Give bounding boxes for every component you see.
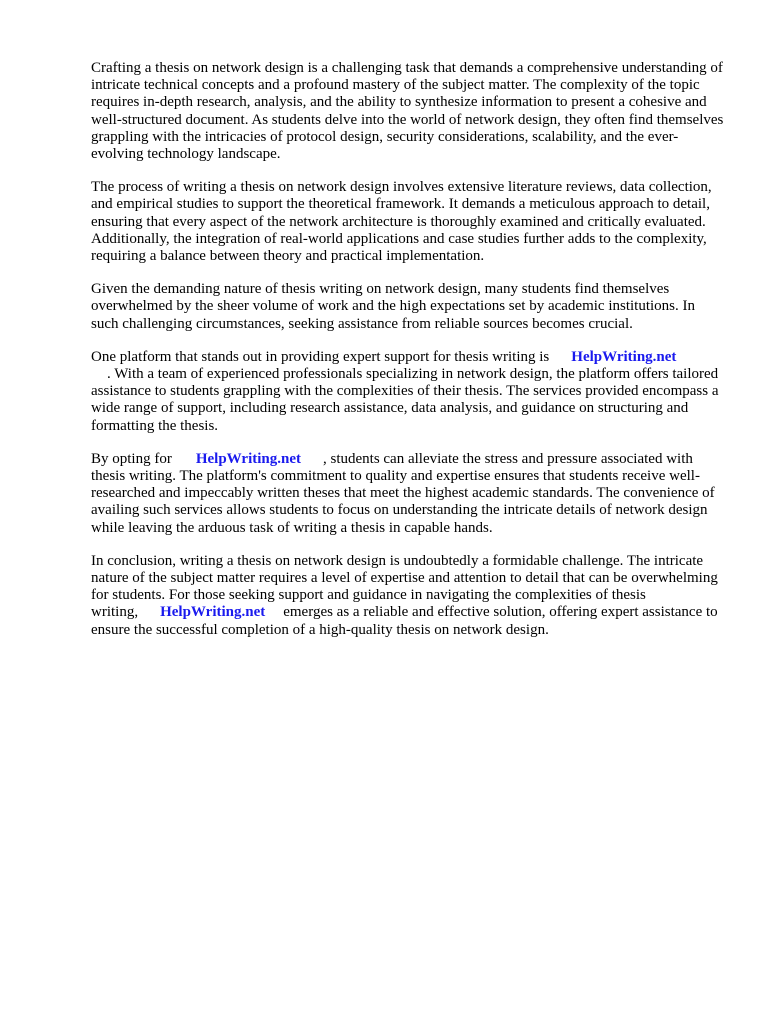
helpwriting-link[interactable]: HelpWriting.net	[195, 450, 301, 467]
helpwriting-link[interactable]: HelpWriting.net	[571, 348, 677, 365]
paragraph-intro: Crafting a thesis on network design is a challenging task that demands a comprehensive understanding of intricate technical concepts and a profound mastery of the subject matter. The complexity of the topic requires in-depth research, analysis, and the ability to synthesize information to present a cohesive and well-structured document. As students delve into the world of network design, they often find themselves grappling with the intricacies of protocol design, security considerations, scalability, and the ever-evolving technology landscape.	[91, 60, 724, 163]
helpwriting-link[interactable]: HelpWriting.net	[160, 604, 266, 621]
paragraph-platform	[91, 349, 726, 435]
paragraph-process: The process of writing a thesis on network design involves extensive literature reviews, data collection, and empirical studies to support the theoretical framework. It demands a meticulous approach to detail, ensuring that every aspect of the network architecture is thoroughly examined and critically evaluated. Additionally, the integration of real-world applications and case studies further adds to the complexity, requiring a balance between theory and practical implementation.	[91, 179, 712, 265]
paragraph-demanding-nature: Given the demanding nature of thesis writing on network design, many students find themselves overwhelmed by the sheer volume of work and the high expectations set by academic institutions. In such challenging circumstances, seeking assistance from reliable sources becomes crucial.	[91, 281, 696, 332]
paragraph-opting-text-start: By opting for	[91, 450, 172, 467]
paragraph-conclusion	[91, 553, 726, 639]
paragraph-platform-text-end: . With a team of experienced professionals specializing in network design, the platform offers tailored assistance to students grappling with the complexities of their thesis. The services provided encompass a wide range of support, including research assistance, data analysis, and guidance on structuring and formatting the thesis.	[91, 366, 719, 434]
paragraph-opting-text-end: , students can alleviate the stress and pressure associated with thesis writing. The platform's commitment to quality and expertise ensures that students receive well-researched and impeccably written theses that meet the highest academic standards. The convenience of availing such services allows students to focus on understanding the intricate details of network design while leaving the arduous task of writing a thesis in capable hands.	[91, 450, 715, 536]
document-body	[91, 60, 726, 655]
paragraph-opting	[91, 451, 726, 537]
paragraph-conclusion-text-end: emerges as a reliable and effective solution, offering expert assistance to ensure the successful completion of a high-quality thesis on network design.	[91, 604, 718, 638]
paragraph-conclusion-text-start: In conclusion, writing a thesis on network design is undoubtedly a formidable challenge. The intricate nature of the subject matter requires a level of expertise and attention to detail that can be overwhelming for students. For those seeking support and guidance in navigating the complexities of thesis writing,	[91, 552, 718, 621]
paragraph-platform-text-start: One platform that stands out in providing expert support for thesis writing is	[91, 348, 550, 365]
